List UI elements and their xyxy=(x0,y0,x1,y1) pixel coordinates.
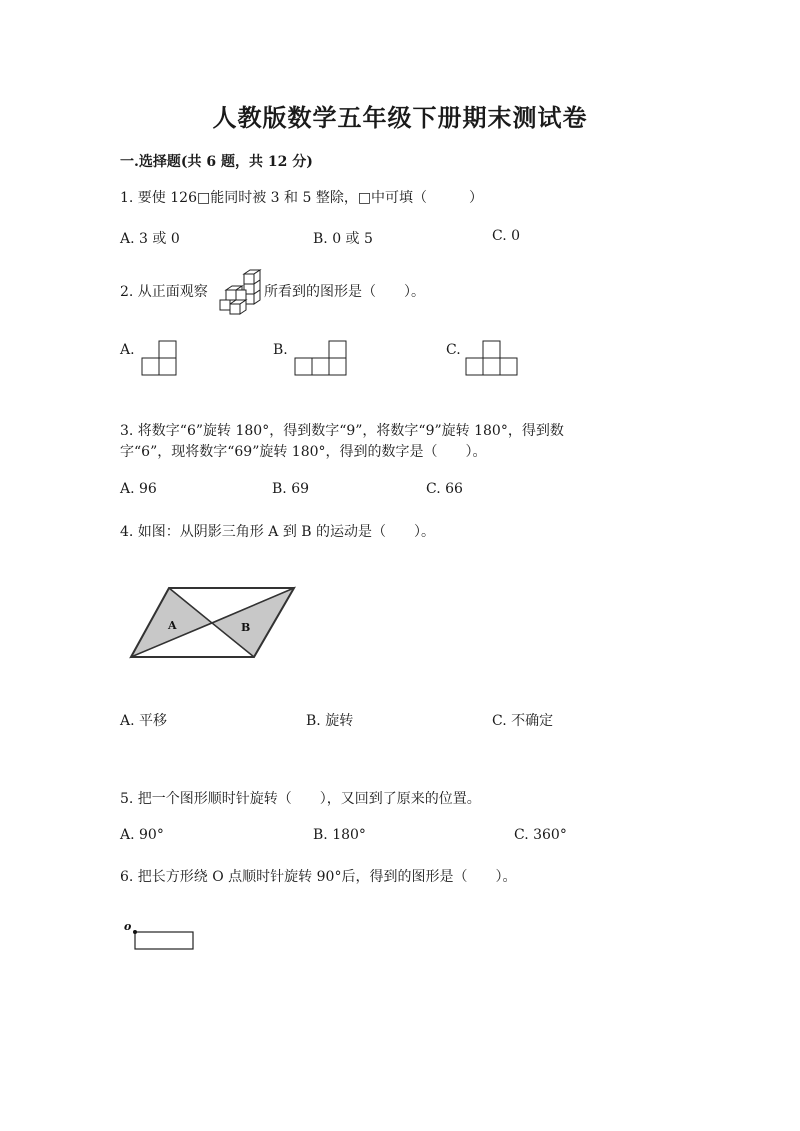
page-title: 人教版数学五年级下册期末测试卷 xyxy=(212,103,588,132)
question-4-stem: 4. 如图：从阴影三角形 A 到 B 的运动是（ ）。 xyxy=(120,524,436,540)
question-2-option-c[interactable]: C. xyxy=(446,342,461,358)
option-c-figure xyxy=(465,340,519,377)
question-3-option-c[interactable]: C. 66 xyxy=(426,481,463,497)
question-1-option-b[interactable]: B. 0 或 5 xyxy=(313,231,373,247)
question-5-option-c[interactable]: C. 360° xyxy=(514,827,567,843)
point-o-label: o xyxy=(124,920,132,933)
question-3-stem-line-1: 3. 将数字“6”旋转 180°，得到数字“9”，将数字“9”旋转 180°，得到数 xyxy=(120,423,564,439)
parallelogram-figure xyxy=(128,586,300,660)
question-3-option-a[interactable]: A. 96 xyxy=(120,481,157,497)
question-2-option-a[interactable]: A. xyxy=(120,342,135,358)
option-a-figure xyxy=(141,340,177,377)
question-1-option-a[interactable]: A. 3 或 0 xyxy=(120,231,180,247)
question-4-option-a[interactable]: A. 平移 xyxy=(120,713,168,729)
option-b-figure xyxy=(294,340,348,377)
cube-stack-figure xyxy=(218,268,264,318)
triangle-label-b: B xyxy=(241,621,251,634)
section-heading: 一.选择题(共 6 题，共 12 分) xyxy=(120,154,313,170)
question-6-stem: 6. 把长方形绕 O 点顺时针旋转 90°后，得到的图形是（ ）。 xyxy=(120,869,517,885)
question-3-option-b[interactable]: B. 69 xyxy=(272,481,310,497)
question-1-option-c[interactable]: C. 0 xyxy=(492,228,521,244)
question-5-stem: 5. 把一个图形顺时针旋转（ ），又回到了原来的位置。 xyxy=(120,791,481,807)
question-2-stem-after: 所看到的图形是（ ）。 xyxy=(264,284,425,300)
question-2-stem-before: 2. 从正面观察 xyxy=(120,284,208,300)
question-4-option-c[interactable]: C. 不确定 xyxy=(492,713,554,729)
rectangle-figure xyxy=(122,918,198,952)
question-1-stem: 1. 要使 126□能同时被 3 和 5 整除，□中可填（ ） xyxy=(120,190,484,206)
question-3-stem-line-2: 字“6”，现将数字“69”旋转 180°，得到的数字是（ ）。 xyxy=(120,444,487,460)
triangle-label-a: A xyxy=(168,619,177,632)
question-5-option-a[interactable]: A. 90° xyxy=(120,827,164,843)
question-4-option-b[interactable]: B. 旋转 xyxy=(306,713,354,729)
question-5-option-b[interactable]: B. 180° xyxy=(313,827,366,843)
question-2-option-b[interactable]: B. xyxy=(273,342,288,358)
